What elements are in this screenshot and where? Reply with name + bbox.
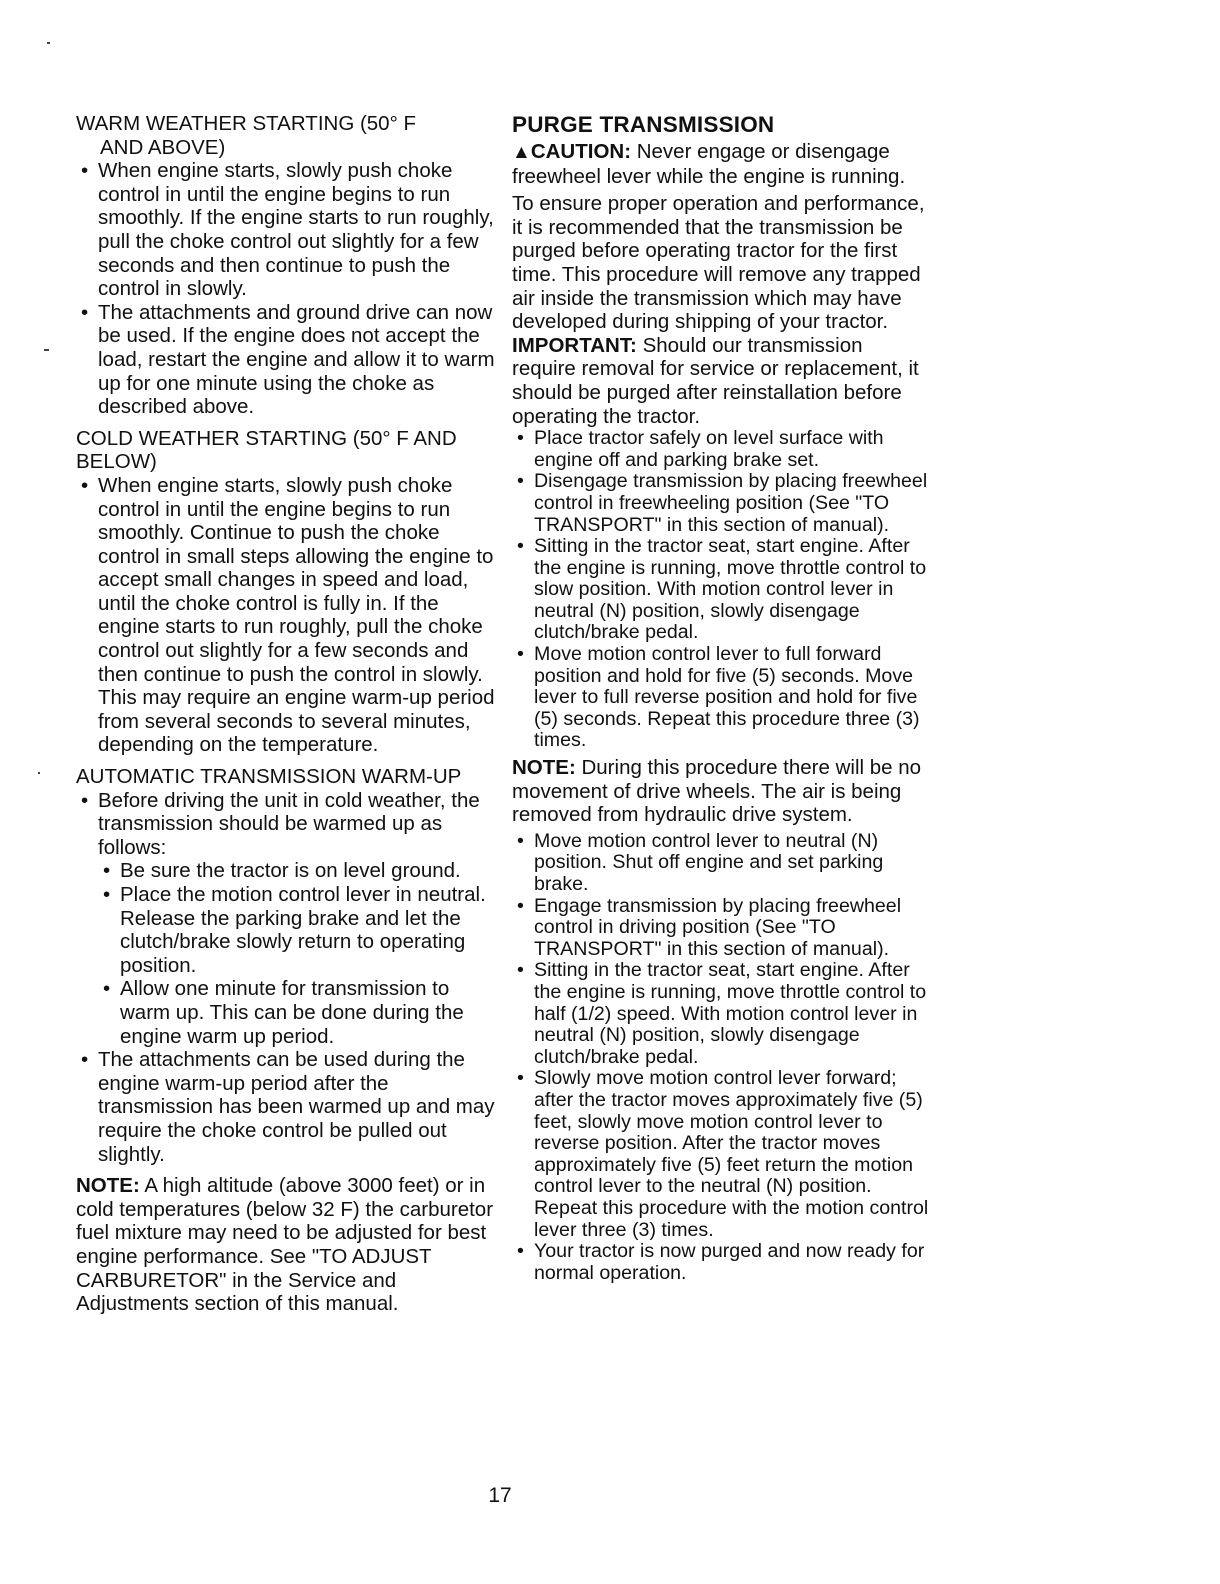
list-item: • Sitting in the tractor seat, start engine. After the engine is running, move throttle control to half (1/2) speed. With motion control lever in neutral (N) position, slowly disengage clutch/brake pedal. (534, 960, 930, 1068)
sub-list-item: • Place the motion control lever in neutral. Release the parking brake and let the clutch/brake slowly return to operating position. (120, 883, 496, 977)
list-item: • Move motion control lever to full forward position and hold for five (5) seconds. Move lever to full reverse position and hold for five (5) seconds. Repeat this procedure three (3) times. (534, 644, 930, 752)
auto-transmission-list (98, 789, 496, 1167)
list-item: • Engage transmission by placing freewheel control in driving position (See "TO TRANSPORT" in this section of manual). (534, 896, 930, 961)
list-item: • Disengage transmission by placing freewheel control in freewheeling position (See "TO TRANSPORT" in this section of manual). (534, 471, 930, 536)
list-item: • Sitting in the tractor seat, start engine. After the engine is running, move throttle control to slow position. With motion control lever in neutral (N) position, slowly disengage clutch/brake pedal. (534, 536, 930, 644)
intro-paragraph: To ensure proper operation and performance, it is recommended that the transmission be purged before operating tractor for the first time. This procedure will remove any trapped air inside the transmission which may have developed during shipping of your tractor. (512, 192, 925, 334)
note-text: During this procedure there will be no movement of drive wheels. The air is being removed from hydraulic drive system. (512, 756, 922, 827)
list-item: • Slowly move motion control lever forward; after the tractor moves approximately five (5) feet, slowly move motion control lever to reverse position. After the tractor moves approximately five (5) feet return the motion control lever to the neutral (N) position. Repeat this procedure with the motion control lever three (3) times. (534, 1068, 930, 1241)
note-label: NOTE: (512, 756, 576, 780)
caution-label: CAUTION: (530, 140, 632, 163)
section-title: PURGE TRANSMISSION (512, 112, 775, 137)
list-item: • Your tractor is now purged and now ready for normal operation. (534, 1241, 930, 1284)
left-column (76, 112, 496, 1316)
note-text: A high altitude (above 3000 feet) or in cold temperatures (below 32 F) the carburetor fuel mixture may need to be adjusted for best engine performance. See "TO ADJUST CARBURETOR" in the Service and Adjustments section of this manual. (76, 1174, 494, 1316)
auto-sub-list (120, 859, 496, 1048)
auto-transmission-heading: AUTOMATIC TRANSMISSION WARM-UP (76, 765, 462, 789)
list-item: • Place tractor safely on level surface with engine off and parking brake set. (534, 428, 930, 471)
list-item: • The attachments and ground drive can now be used. If the engine does not accept the load, restart the engine and allow it to warm up for one minute using the choke as described above. (98, 301, 496, 419)
note-label: NOTE: (76, 1174, 140, 1198)
purge-steps-list-1 (534, 428, 930, 752)
right-column (512, 112, 930, 1284)
scan-speck (38, 772, 40, 774)
left-note (76, 1174, 496, 1316)
cold-weather-list (98, 474, 496, 757)
list-item: • When engine starts, slowly push choke control in until the engine begins to run smoothly. Continue to push the choke control in small steps allowing the engine to accept small changes in speed and load, until the choke control is fully in. If the engine starts to run roughly, pull the choke control out slightly for a few seconds and then continue to push the control in slowly. This may require an engine warm-up period from several seconds to several minutes, depending on the temperature. (98, 474, 496, 757)
auto-bullet-text: Before driving the unit in cold weather, the transmission should be warmed up as follows: (98, 788, 480, 859)
list-item: • When engine starts, slowly push choke control in until the engine begins to run smoothly. If the engine starts to run roughly, pull the choke control out slightly for a few seconds and then continue to push the control in slowly. (98, 159, 496, 301)
scan-speck (47, 42, 50, 44)
list-item: • The attachments can be used during the engine warm-up period after the transmission has been warmed up and may require the choke control be pulled out slightly. (98, 1048, 496, 1166)
scan-speck (44, 349, 49, 351)
warm-weather-list (98, 159, 496, 419)
sub-list-item: • Be sure the tractor is on level ground. (120, 859, 496, 883)
warning-triangle-icon: ▲ (512, 142, 531, 163)
warm-heading-line1: WARM WEATHER STARTING (50° F (76, 112, 417, 135)
important-label: IMPORTANT: (512, 333, 637, 357)
page-number: 17 (488, 1484, 512, 1507)
important-text: Should our transmission require removal for service or replacement, it should be purged after reinstallation before operating the tractor. (512, 333, 919, 428)
list-item (98, 789, 496, 1049)
caution-paragraph (512, 140, 930, 188)
sub-list-item: • Allow one minute for transmission to warm up. This can be done during the engine warm up period. (120, 977, 496, 1048)
list-item: • Move motion control lever to neutral (N) position. Shut off engine and set parking brake. (534, 831, 930, 896)
important-paragraph (512, 334, 930, 428)
cold-weather-heading: COLD WEATHER STARTING (50° F AND BELOW) (76, 426, 457, 474)
purge-steps-list-2 (534, 831, 930, 1284)
warm-weather-heading (76, 112, 496, 159)
caution-text: Never engage or disengage freewheel lever while the engine is running. (512, 140, 906, 188)
right-note (512, 756, 930, 827)
warm-heading-line2: AND ABOVE) (100, 135, 226, 159)
